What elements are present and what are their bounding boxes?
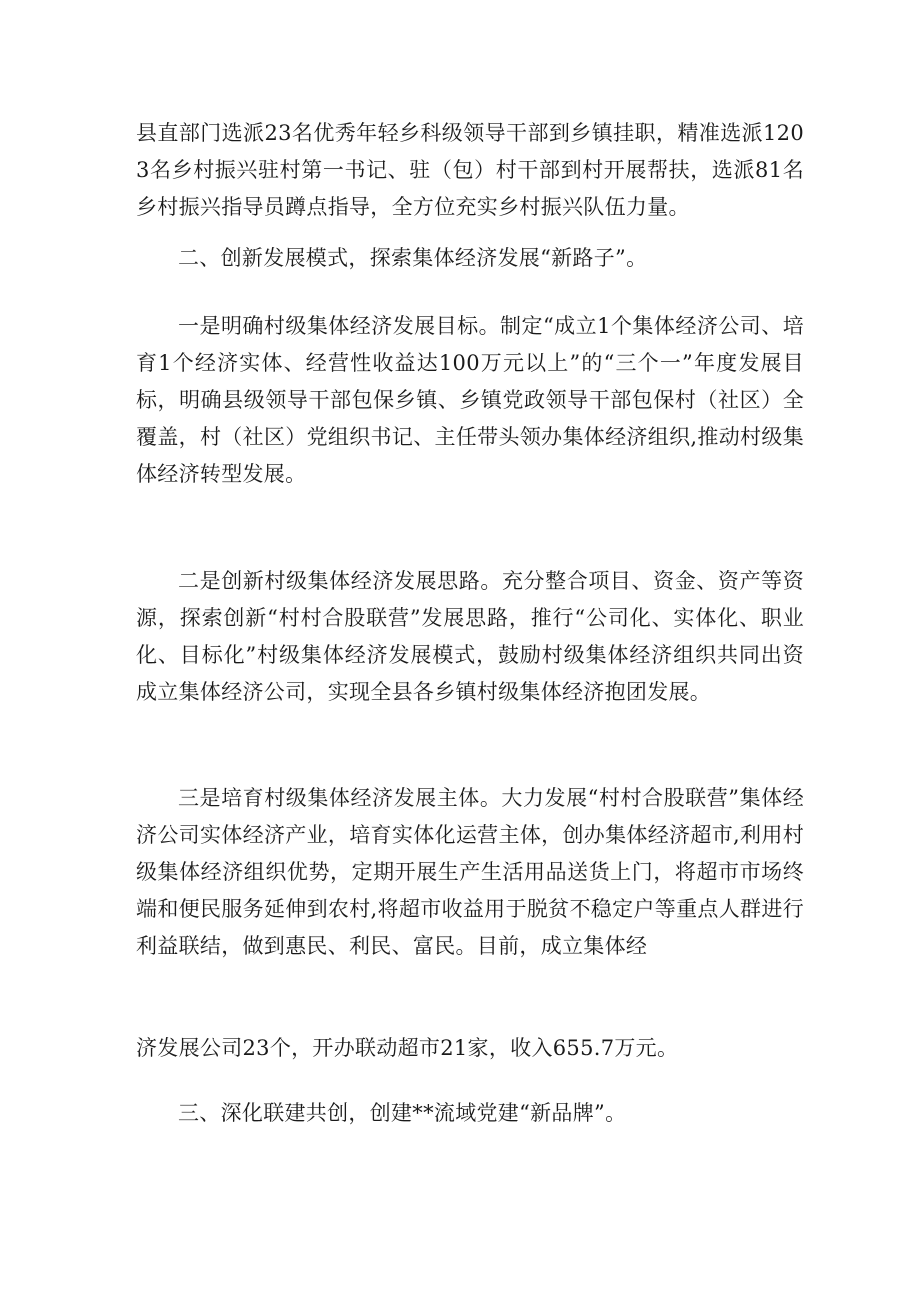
paragraph-results-continuation: 济发展公司23个，开办联动超市21家，收入655.7万元。 [136, 1036, 679, 1060]
section-heading-three: 三、深化联建共创，创建**流域党建“新品牌”。 [178, 1101, 627, 1125]
paragraph-development-entities: 三是培育村级集体经济发展主体。大力发展“村村合股联营”集体经济公司实体经济产业，培育实体化运营主体，创办集体经济超市,利用村级集体经济组织优势，定期开展生产生活用品送货上门，将超市市场终端和便民服务延伸到农村,将超市收益用于脱贫不稳定户等重点人群进行利益联结，做到惠民、利民、富民。目前，成立集体经 [136, 786, 804, 958]
section-heading-two: 二、创新发展模式，探索集体经济发展“新路子”。 [178, 246, 648, 270]
paragraph-cadre-dispatch: 县直部门选派23名优秀年轻乡科级领导干部到乡镇挂职，精准选派1203名乡村振兴驻村第一书记、驻（包）村干部到村开展帮扶，选派81名乡村振兴指导员蹲点指导，全方位充实乡村振兴队伍力量。 [136, 121, 804, 219]
paragraph-development-ideas: 二是创新村级集体经济发展思路。充分整合项目、资金、资产等资源，探索创新“村村合股联营”发展思路，推行“公司化、实体化、职业化、目标化”村级集体经济发展模式，鼓励村级集体经济组织共同出资成立集体经济公司，实现全县各乡镇村级集体经济抱团发展。 [136, 569, 804, 704]
paragraph-development-goals: 一是明确村级集体经济发展目标。制定“成立1个集体经济公司、培育1个经济实体、经营性收益达100万元以上”的“三个一”年度发展目标，明确县级领导干部包保乡镇、乡镇党政领导干部包保村（社区）全覆盖，村（社区）党组织书记、主任带头领办集体经济组织,推动村级集体经济转型发展。 [136, 314, 804, 486]
